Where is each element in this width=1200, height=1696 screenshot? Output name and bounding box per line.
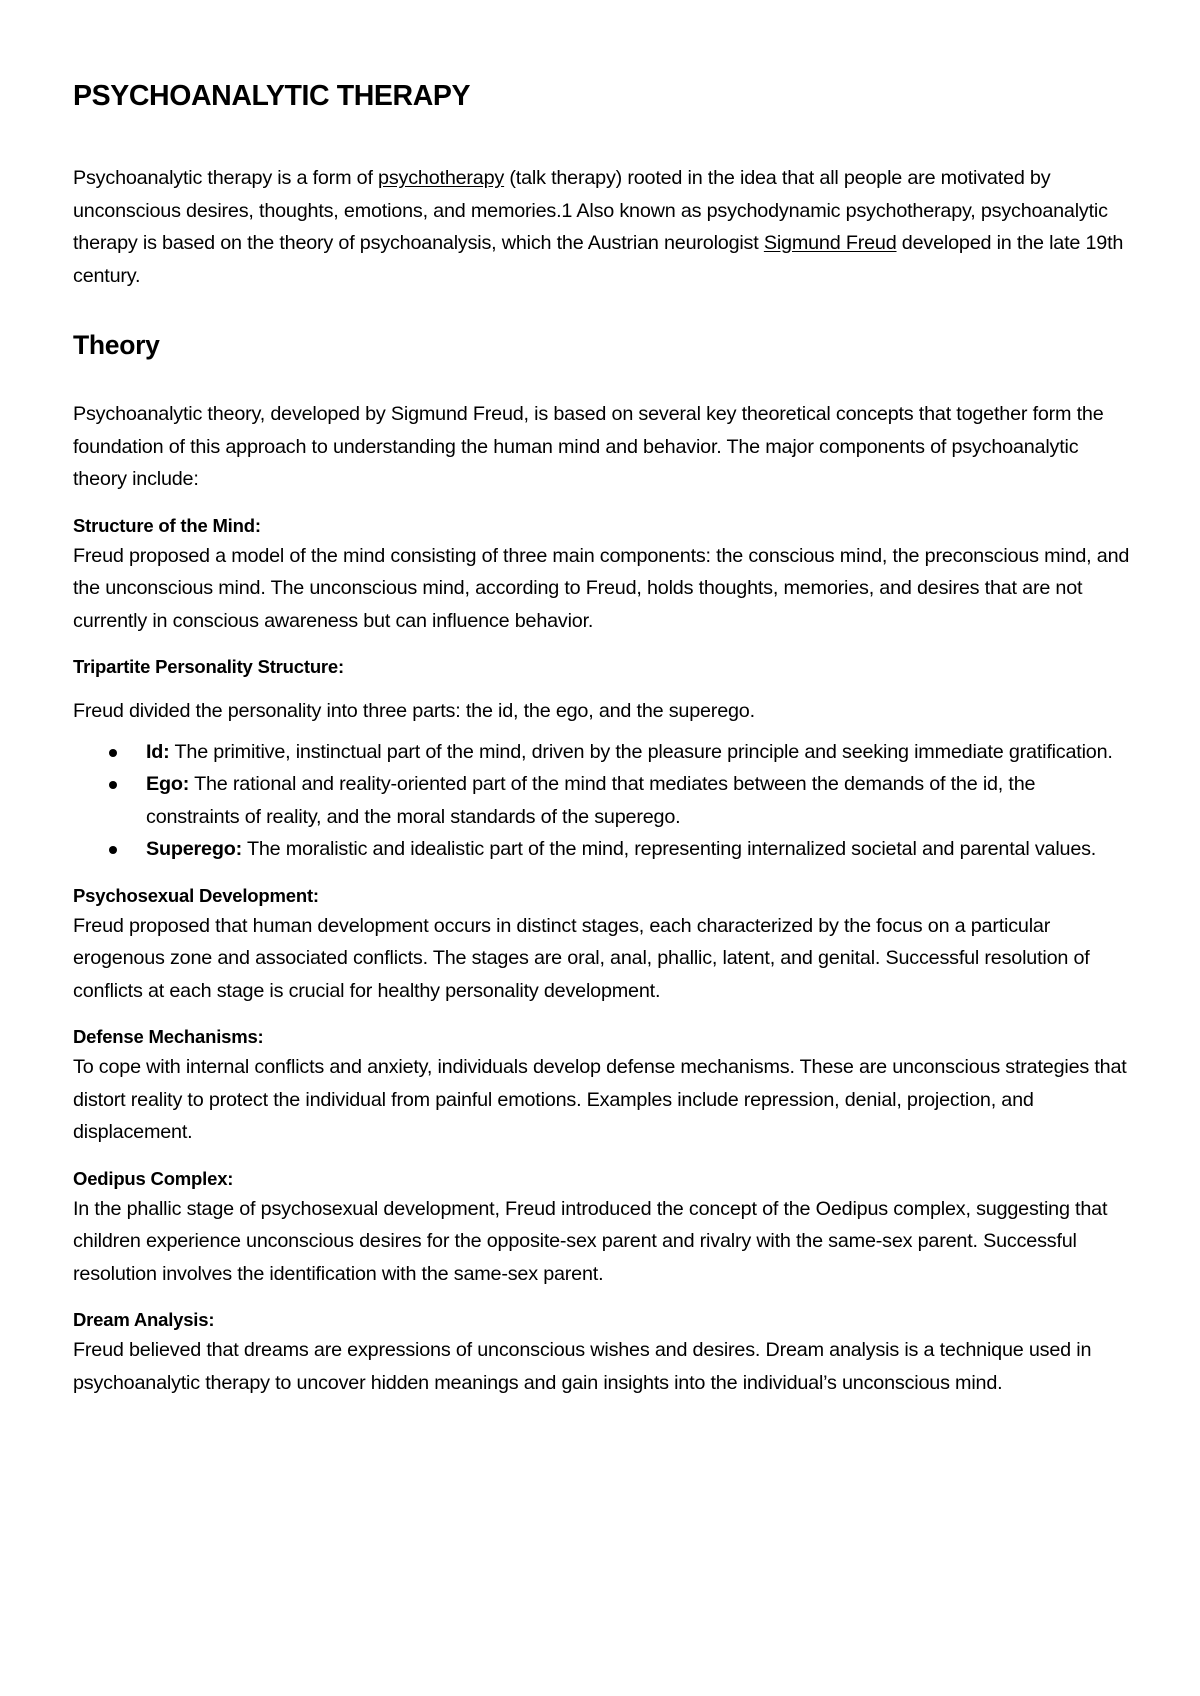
term-id: Id: — [146, 740, 170, 763]
definition-superego: The moralistic and idealistic part of the mind, representing internalized societal and parental values. — [242, 838, 1097, 860]
bullet-icon — [109, 781, 117, 789]
oedipus-section — [73, 1165, 1133, 1291]
psychosexual-section — [73, 882, 1133, 1008]
document-title: PSYCHOANALYTIC THERAPY — [73, 80, 471, 112]
personality-parts-list — [73, 736, 1133, 866]
sigmund-freud-link[interactable]: Sigmund Freud — [763, 232, 897, 254]
psychosexual-text: Freud proposed that human development occurs in distinct stages, each characterized by the focus on a particular erogenous zone and associated conflicts. The stages are oral, anal, phallic, latent, and genital. Successful resolution of conflicts at each stage is crucial for healthy personality development. — [73, 914, 1090, 1002]
tripartite-section — [73, 653, 1133, 866]
intro-paragraph — [73, 162, 1133, 292]
psychotherapy-link[interactable]: psychotherapy — [378, 167, 505, 189]
list-item-id — [73, 736, 1133, 769]
term-superego: Superego: — [146, 838, 243, 860]
defense-mechanisms-heading: Defense Mechanisms: — [73, 1026, 264, 1047]
bullet-icon — [109, 846, 117, 854]
bullet-icon — [109, 749, 117, 757]
tripartite-heading: Tripartite Personality Structure: — [73, 656, 344, 677]
intro-text-3: developed in the late 19th century. — [73, 232, 1124, 287]
psychosexual-heading: Psychosexual Development: — [73, 884, 319, 906]
intro-text-1: Psychoanalytic therapy is a form of — [73, 167, 379, 189]
dream-analysis-heading: Dream Analysis: — [73, 1309, 215, 1330]
intro-text-2: (talk therapy) rooted in the idea that all people are motivated by unconscious desires, thoughts, emotions, and memories.1 Also known as psychodynamic psychotherapy, psychoanalytic therapy is based on the theory of psychoanalysis, which the Austrian neurologist — [73, 167, 1108, 254]
list-item-superego — [73, 833, 1133, 866]
dream-analysis-section — [73, 1306, 1133, 1399]
structure-of-mind-section — [73, 512, 1133, 638]
term-ego: Ego: — [146, 773, 190, 795]
tripartite-text: Freud divided the personality into three parts: the id, the ego, and the superego. — [73, 700, 755, 722]
definition-ego: The rational and reality-oriented part of the mind that mediates between the demands of the id, the constraints of reality, and the moral standards of the superego. — [146, 773, 1036, 828]
oedipus-text: In the phallic stage of psychosexual development, Freud introduced the concept of the Oedipus complex, suggesting that children experience unconscious desires for the opposite-sex parent and rivalry with the same-sex parent. Successful resolution involves the identification with the same-sex parent. — [73, 1197, 1108, 1285]
document-page — [73, 78, 1133, 1399]
oedipus-heading: Oedipus Complex: — [73, 1167, 234, 1189]
definition-id: The primitive, instinctual part of the mind, driven by the pleasure principle and seeking immediate gratification. — [169, 740, 1113, 763]
structure-of-mind-text: Freud proposed a model of the mind consisting of three main components: the conscious mind, the preconscious mind, and the unconscious mind. The unconscious mind, according to Freud, holds thoughts, memories, and desires that are not currently in conscious awareness but can influence behavior. — [73, 544, 1130, 632]
theory-heading: Theory — [73, 330, 160, 360]
defense-mechanisms-text: To cope with internal conflicts and anxiety, individuals develop defense mechanisms. These are unconscious strategies that distort reality to protect the individual from painful emotions. Examples include repression, denial, projection, and displacement. — [73, 1056, 1127, 1143]
list-item-ego — [73, 768, 1133, 833]
structure-of-mind-heading: Structure of the Mind: — [73, 514, 261, 536]
dream-analysis-text: Freud believed that dreams are expressions of unconscious wishes and desires. Dream analysis is a technique used in psychoanalytic therapy to uncover hidden meanings and gain insights into the individual’s unconscious mind. — [73, 1339, 1092, 1394]
theory-intro-paragraph: Psychoanalytic theory, developed by Sigmund Freud, is based on several key theoretical concepts that together form the foundation of this approach to understanding the human mind and behavior. The major components of psychoanalytic theory include: — [73, 403, 1104, 490]
defense-mechanisms-section — [73, 1023, 1133, 1149]
